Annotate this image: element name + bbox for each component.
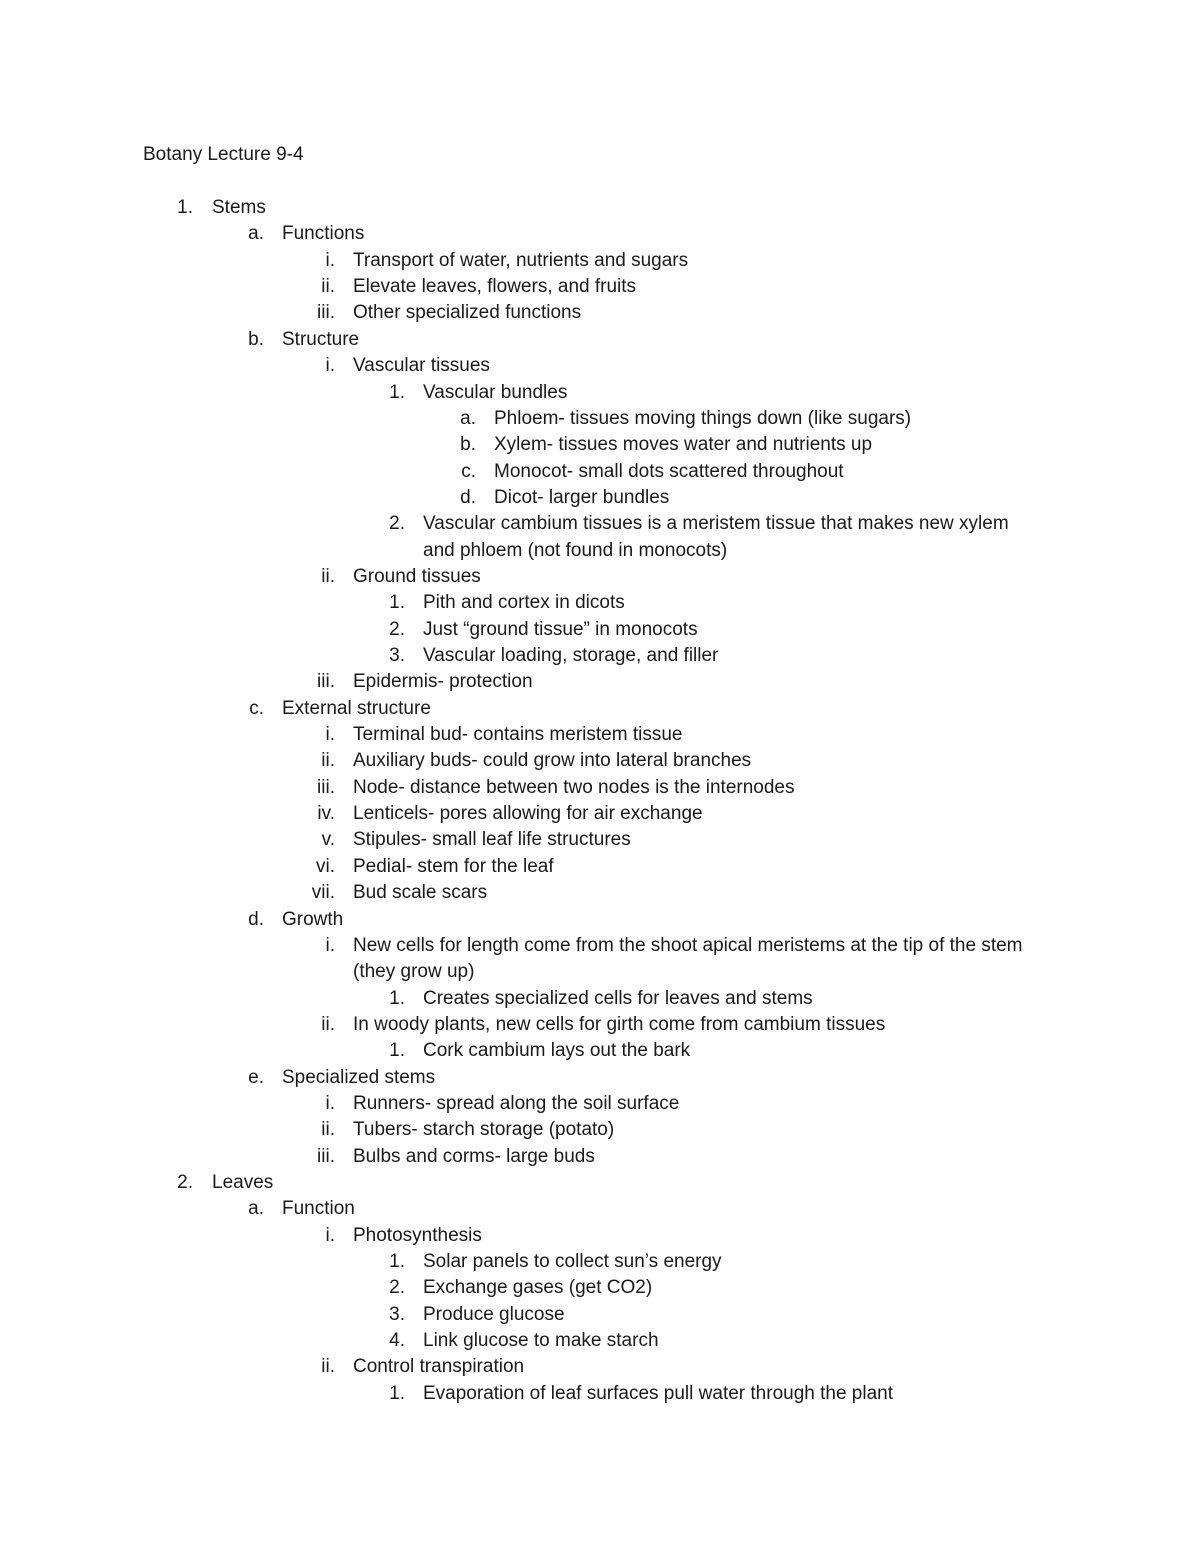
outline-item bbox=[0, 1144, 1200, 1170]
outline-item bbox=[0, 907, 1200, 933]
outline-item-marker: c. bbox=[461, 460, 476, 482]
outline-item-text: Vascular cambium tissues is a meristem tissue that makes new xylem bbox=[423, 513, 1009, 535]
outline-item bbox=[0, 406, 1200, 432]
outline-item-text: Lenticels- pores allowing for air exchange bbox=[353, 803, 703, 825]
outline-item-marker: 4. bbox=[389, 1330, 405, 1351]
outline-item-text: Leaves bbox=[212, 1172, 274, 1193]
outline-item bbox=[0, 880, 1200, 906]
outline-item-marker: ii. bbox=[321, 1356, 335, 1378]
outline-item bbox=[0, 432, 1200, 458]
outline-item-marker: i. bbox=[325, 1092, 335, 1114]
outline-item-text: Auxiliary buds- could grow into lateral branches bbox=[353, 750, 752, 772]
outline-item-text: Phloem- tissues moving things down (like sugars) bbox=[494, 407, 912, 429]
outline-item-marker: 2. bbox=[177, 1172, 193, 1193]
outline-item bbox=[0, 300, 1200, 326]
outline-item-text: External structure bbox=[282, 697, 431, 719]
outline-item bbox=[0, 380, 1200, 406]
outline-item-marker: 1. bbox=[389, 1382, 405, 1404]
outline-item bbox=[0, 959, 1200, 985]
outline-item-text: Structure bbox=[282, 328, 360, 350]
outline-item bbox=[0, 643, 1200, 669]
outline-item-text: Stipules- small leaf life structures bbox=[353, 829, 631, 851]
outline-item-marker: 1. bbox=[389, 592, 405, 614]
outline-item-marker: 1. bbox=[389, 1251, 405, 1272]
outline-item bbox=[0, 485, 1200, 511]
outline-item bbox=[0, 195, 1200, 221]
outline-item-marker: ii. bbox=[321, 1119, 335, 1141]
outline-item-marker: 2. bbox=[389, 1277, 405, 1299]
outline-item-text: Growth bbox=[282, 908, 344, 930]
outline-item bbox=[0, 1012, 1200, 1038]
outline-item-text: and phloem (not found in monocots) bbox=[423, 539, 728, 561]
outline-item bbox=[0, 248, 1200, 274]
outline-item-marker: vii. bbox=[311, 882, 335, 904]
outline-item-marker: ii. bbox=[321, 1013, 335, 1035]
outline-item bbox=[0, 748, 1200, 774]
outline-item-text: Specialized stems bbox=[282, 1066, 436, 1088]
outline-item-text: Node- distance between two nodes is the internodes bbox=[353, 776, 795, 798]
outline-item-text: Bud scale scars bbox=[353, 882, 488, 904]
outline-item-marker: 3. bbox=[389, 1303, 405, 1325]
outline-item-text: Creates specialized cells for leaves and stems bbox=[423, 987, 813, 1009]
outline-item bbox=[0, 1328, 1200, 1354]
outline-item bbox=[0, 775, 1200, 801]
outline-item-marker: v. bbox=[321, 829, 335, 851]
outline-item-text: Cork cambium lays out the bark bbox=[423, 1040, 691, 1062]
outline-item-text: Vascular bundles bbox=[423, 381, 568, 403]
outline-item-marker: a. bbox=[248, 223, 264, 245]
outline-item bbox=[0, 827, 1200, 853]
outline-item bbox=[0, 669, 1200, 695]
outline-item bbox=[0, 617, 1200, 643]
outline-item bbox=[0, 1381, 1200, 1407]
outline-item-marker: a. bbox=[248, 1198, 264, 1220]
outline-item-text: Photosynthesis bbox=[353, 1224, 482, 1246]
outline-item-text: Transport of water, nutrients and sugars bbox=[353, 249, 689, 271]
outline-item-text: Monocot- small dots scattered throughout bbox=[494, 460, 844, 482]
outline-item-text: Exchange gases (get CO2) bbox=[423, 1277, 653, 1299]
outline-item-marker: b. bbox=[248, 328, 264, 350]
outline-item-text: Evaporation of leaf surfaces pull water through the plant bbox=[423, 1382, 894, 1404]
outline-item-text: Solar panels to collect sun’s energy bbox=[423, 1251, 722, 1272]
outline-item-text: Produce glucose bbox=[423, 1303, 565, 1325]
outline-item-marker: iv. bbox=[317, 803, 335, 825]
outline-item-marker: e. bbox=[248, 1066, 264, 1088]
outline-item bbox=[0, 1196, 1200, 1222]
outline-item bbox=[0, 986, 1200, 1012]
outline-item-text: Function bbox=[282, 1198, 355, 1220]
outline-item-marker: 3. bbox=[389, 645, 405, 666]
outline-item bbox=[0, 1117, 1200, 1143]
outline-item-marker: iii. bbox=[317, 671, 335, 693]
outline-item-marker: ii. bbox=[321, 276, 335, 298]
outline-item-text: (they grow up) bbox=[353, 961, 475, 983]
outline-item bbox=[0, 564, 1200, 590]
outline-item-marker: 1. bbox=[389, 1040, 405, 1062]
outline-item bbox=[0, 1302, 1200, 1328]
outline-item bbox=[0, 1091, 1200, 1117]
outline-item-text: Tubers- starch storage (potato) bbox=[353, 1119, 615, 1141]
outline-item-marker: c. bbox=[249, 697, 264, 719]
outline-item bbox=[0, 933, 1200, 959]
outline-item-marker: ii. bbox=[321, 565, 335, 587]
outline-item bbox=[0, 1249, 1200, 1275]
outline-item-marker: d. bbox=[460, 486, 476, 508]
outline-item-text: Runners- spread along the soil surface bbox=[353, 1092, 680, 1114]
outline-item bbox=[0, 590, 1200, 616]
outline-item-marker: i. bbox=[325, 934, 335, 956]
outline-item-text: Functions bbox=[282, 223, 365, 245]
outline-item-text: Bulbs and corms- large buds bbox=[353, 1145, 595, 1167]
outline-item-marker: 1. bbox=[389, 381, 405, 403]
outline-item-text: Control transpiration bbox=[353, 1356, 525, 1378]
outline-item-text: Terminal bud- contains meristem tissue bbox=[353, 724, 683, 745]
outline-item-text: Just “ground tissue” in monocots bbox=[423, 618, 698, 640]
outline-item-marker: a. bbox=[460, 407, 476, 429]
outline-item-text: In woody plants, new cells for girth come from cambium tissues bbox=[353, 1013, 886, 1035]
outline-item-marker: 2. bbox=[389, 618, 405, 640]
outline-item-text: Elevate leaves, flowers, and fruits bbox=[353, 276, 637, 298]
outline-item bbox=[0, 722, 1200, 748]
outline-item-text: Ground tissues bbox=[353, 565, 481, 587]
outline-item-marker: b. bbox=[460, 434, 476, 456]
outline-item-text: Pith and cortex in dicots bbox=[423, 592, 625, 614]
outline-item-text: New cells for length come from the shoot apical meristems at the tip of the stem bbox=[353, 934, 1023, 956]
outline-item-text: Stems bbox=[212, 197, 266, 218]
outline-item bbox=[0, 854, 1200, 880]
outline-item-text: Pedial- stem for the leaf bbox=[353, 855, 554, 877]
outline-item bbox=[0, 1065, 1200, 1091]
outline-item-marker: iii. bbox=[317, 302, 335, 324]
outline-item-text: Other specialized functions bbox=[353, 302, 582, 324]
outline-item bbox=[0, 1170, 1200, 1196]
outline-item-marker: iii. bbox=[317, 776, 335, 798]
outline-item bbox=[0, 1354, 1200, 1380]
outline-item-marker: i. bbox=[325, 724, 335, 745]
outline-item bbox=[0, 511, 1200, 537]
outline-item bbox=[0, 801, 1200, 827]
outline-item-text: Vascular loading, storage, and filler bbox=[423, 645, 719, 666]
outline-item bbox=[0, 327, 1200, 353]
outline-item-marker: i. bbox=[325, 249, 335, 271]
outline-item-marker: vi. bbox=[316, 855, 335, 877]
document-title: Botany Lecture 9-4 bbox=[143, 144, 304, 165]
outline-item-marker: iii. bbox=[317, 1145, 335, 1167]
outline-item-text: Xylem- tissues moves water and nutrients up bbox=[494, 434, 873, 456]
outline-item bbox=[0, 274, 1200, 300]
outline-item-marker: 1. bbox=[177, 197, 193, 218]
outline-item-text: Link glucose to make starch bbox=[423, 1330, 659, 1351]
outline-item-marker: 2. bbox=[389, 513, 405, 535]
outline-item bbox=[0, 221, 1200, 247]
outline-item-marker: 1. bbox=[389, 987, 405, 1009]
outline-item bbox=[0, 1275, 1200, 1301]
outline-item-text: Vascular tissues bbox=[353, 355, 490, 377]
outline-item bbox=[0, 696, 1200, 722]
outline-item-marker: d. bbox=[248, 908, 264, 930]
outline-item bbox=[0, 459, 1200, 485]
outline-item-text: Epidermis- protection bbox=[353, 671, 533, 693]
outline-item bbox=[0, 1223, 1200, 1249]
outline-item-marker: i. bbox=[325, 355, 335, 377]
outline-item bbox=[0, 1038, 1200, 1064]
outline-item bbox=[0, 538, 1200, 564]
outline-item-marker: i. bbox=[325, 1224, 335, 1246]
outline-item bbox=[0, 353, 1200, 379]
outline-item-marker: ii. bbox=[321, 750, 335, 772]
outline-item-text: Dicot- larger bundles bbox=[494, 486, 670, 508]
